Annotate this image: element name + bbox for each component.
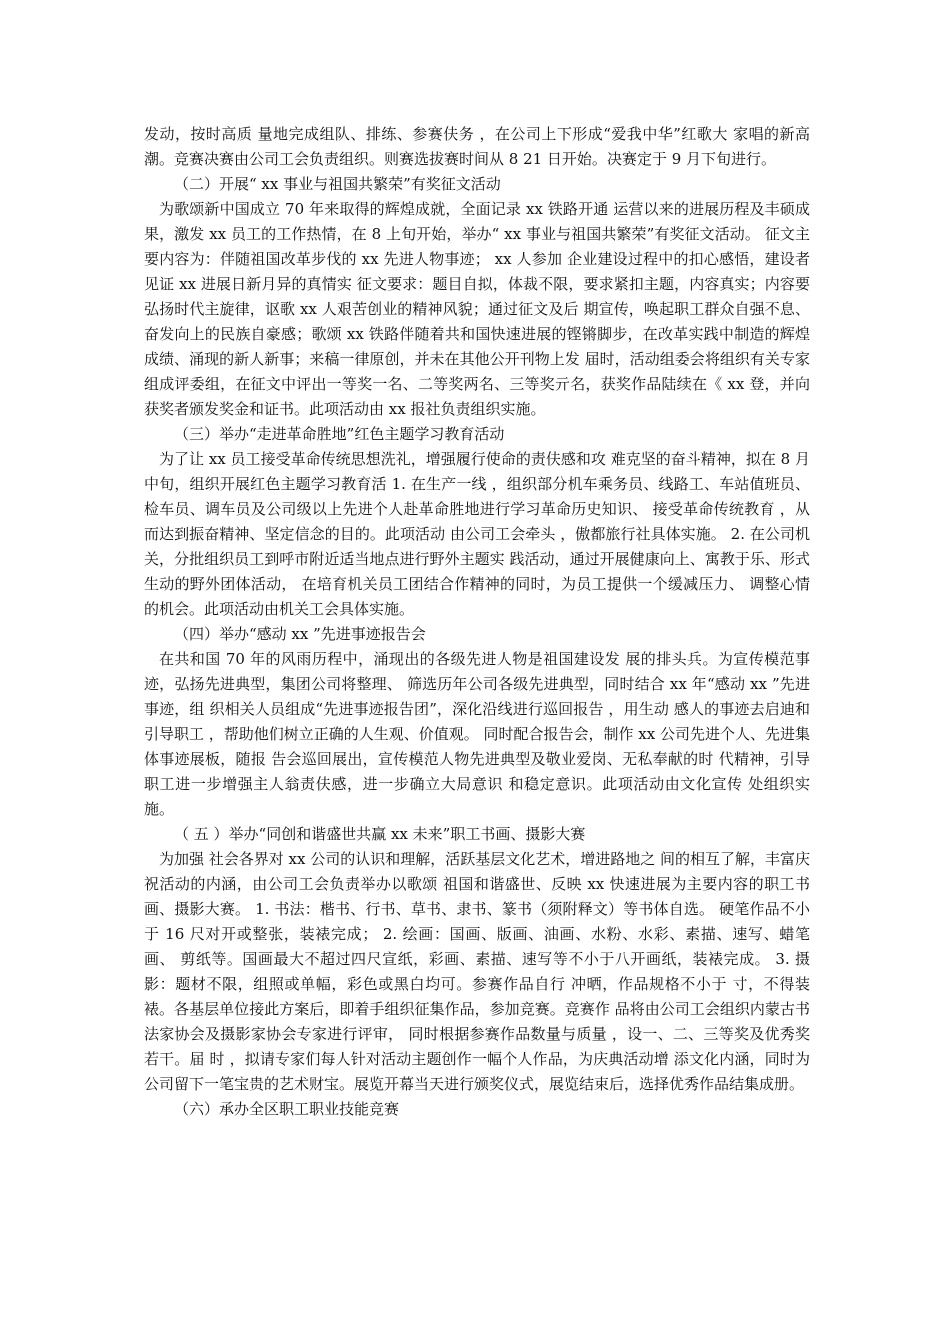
paragraph-deeds-report: 在共和国 70 年的风雨历程中，涌现出的各级先进人物是祖国建设发 展的排头兵。为宣传模范事迹，弘扬先进典型，集团公司将整理、 筛选历年公司各级先进典型，同时结合 xx 年“感动 xx ”先进事迹，组 织相关人员组成“先进事迹报告团”，深化沿线进行巡回报告 ，用生动 感人的事迹去启迪和引导职工 ，帮助他们树立正确的人生观、价值观。 同时配合报告会，制作 xx 公司先进个人、先进集体事迹展板，随报 告会巡回展出，宣传模范人物先进典型及敬业爱岗、无私奉献的时 代精神，引导职工进一步增强主人翁责伕感，进一步确立大局意识 和稳定意识。此项活动由文化宣传 处组织实施。 bbox=[144, 650, 810, 818]
section-heading-essay-contest: （二）开展“ xx 事业与祖国共繁荣”有奖征文活动 bbox=[174, 175, 501, 193]
section-heading-skills-competition: （六）承办全区职工职业技能竞赛 bbox=[174, 1100, 400, 1118]
paragraph-essay-contest: 为歌颂新中国成立 70 年来取得的辉煌成就，全面记录 xx 铁路开通 运营以来的进展历程及丰硕成果，激发 xx 员工的工作热情，在 8 上旬开始，举办“ xx 事业与祖国共繁荣”有奖征文活动。 征文主要内容为：伴随祖国改革步伐的 xx 先进人物事迹； xx 人参加 企业建设过程中的扣心感悟，建设者见证 xx 进展日新月异的真情实 征文要求：题目自拟，体裁不限，要求紧扣主题，内容真实；内容要弘扬时代主旋律，讴歌 xx 人艰苦创业的精神风貌；通过征文及后 期宣传，唤起职工群众自强不息、奋发向上的民族自豪感；歌颂 xx 铁路伴随着共和国快速进展的铿锵脚步，在改革实践中制造的辉煌 成绩、涌现的新人新事；来稿一律原创，并未在其他公开刊物上发 届时，活动组委会将组织有关专家组成评委组，在征文中评出一等奖一名、二等奖两名、三等奖亓名，获奖作品陆续在《 xx 登，并向获奖者颁发奖金和证书。此项活动由 xx 报社负责组织实施。 bbox=[144, 200, 810, 418]
paragraph-calligraphy-photo: 为加强 社会各界对 xx 公司的认识和理解，活跃基层文化艺术，增进路地之 间的相互了解，丰富庆祝活动的内涵，由公司工会负责举办以歌颂 祖国和谐盛世、反映 xx 快速进展为主要内容的职工书画、摄影大赛。 1. 书法：楷书、行书、草书、隶书、篆书（须附释文）等书体自选。 硬笔作品不小于 16 尺对开或整张，装裱完成； 2. 绘画：国画、版画、油画、水粉、水彩、素描、速写、蜡笔画、 剪纸等。国画最大不超过四尺宣纸，彩画、素描、速写等不小于八开画纸，装裱完成。 3. 摄影：题材不限，组照或单幅，彩色或黑白均可。参赛作品自行 冲晒，作品规格不小于 寸，不得装裱。各基层单位接此方案后，即着手组织征集作品，参加竞赛。竞赛作 品将由公司工会组织内蒙古书法家协会及摄影家协会专家进行评审， 同时根据参赛作品数量与质量 ，设一、二、三等奖及优秀奖若干。届 时 ，拟请专家们每人针对活动主题创作一幅个人作品，为庆典活动增 添文化内涵，同时为公司留下一笔宝贵的艺术财宝。展览开幕当天进行颁奖仪式，展览结束后，选择优秀作品结集成册。 bbox=[144, 850, 810, 1093]
paragraph-red-education: 为了让 xx 员工接受革命传统思想洗礼，增强履行使命的责伕感和攻 难克坚的奋斗精神，拟在 8 月中旬，组织开展红色主题学习教育活 1. 在生产一线 ，组织部分机车乘务员、线路工、车站值班员、检车员、调车员及公司级以上先进个人赴革命胜地进行学习革命历史知识、 接受革命传统教育 ，从而达到振奋精神、坚定信念的目的。此项活动 由公司工会牵头 ，傲都旅行社具体实施。 2. 在公司机关，分批组织员工到呼市附近适当地点进行野外主题实 践活动，通过开展健康向上、寓教于乐、形式生动的野外团体活动， 在培育机关员工团结合作精神的同时，为员工提供一个缓减压力、 调整心情的机会。此项活动由机关工会具体实施。 bbox=[144, 450, 810, 618]
section-heading-red-education: （三）举办“走进革命胜地”红色主题学习教育活动 bbox=[174, 425, 505, 443]
document-body bbox=[144, 122, 810, 1122]
paragraph-concert-continuation: 发动，按时高质 量地完成组队、排练、参赛伕务 ，在公司上下形成“爱我中华”红歌大 家唱的新高潮。竞赛决赛由公司工会负责组织。则赛选拔赛时间从 8 21 日开始。决赛定于 9 月下旬进行。 bbox=[144, 125, 810, 168]
section-heading-calligraphy-photo: （ 五 ）举办“同创和谐盛世共赢 xx 未来”职工书画、摄影大赛 bbox=[174, 825, 586, 843]
section-heading-deeds-report: （四）举办“感动 xx ”先进事迹报告会 bbox=[174, 625, 426, 643]
